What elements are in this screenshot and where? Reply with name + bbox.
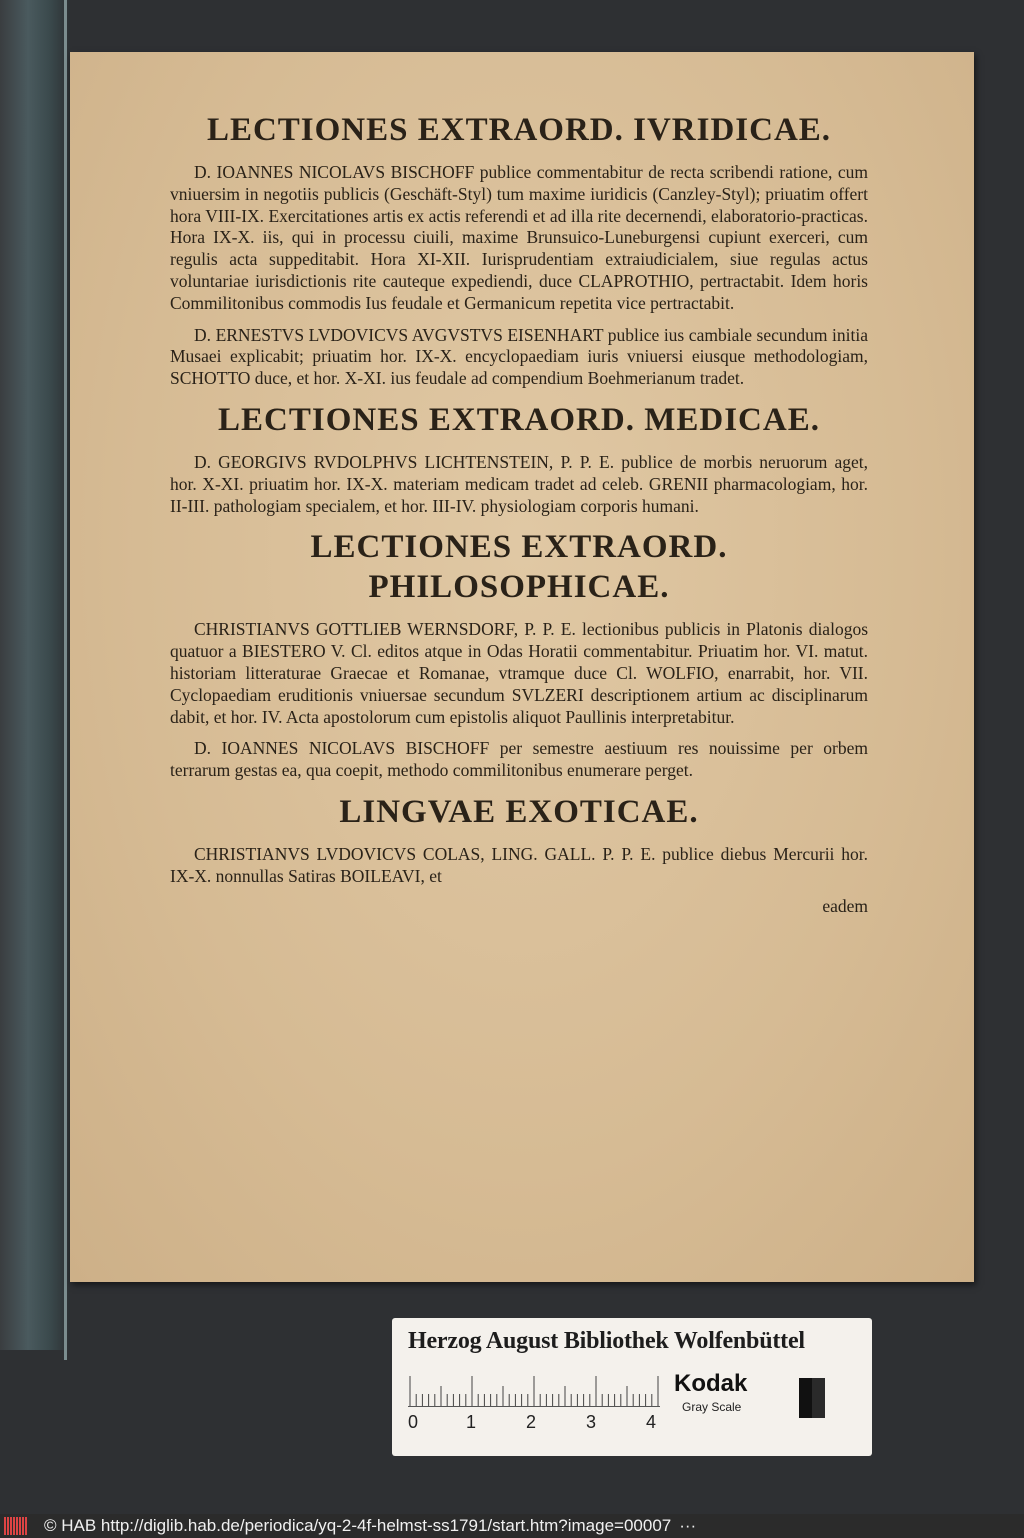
document-page <box>70 52 974 1282</box>
ruler-numbers <box>408 1412 668 1432</box>
ruler-number: 2 <box>526 1412 537 1432</box>
section-lingvae-exoticae <box>170 792 868 917</box>
ruler-number: 1 <box>466 1412 477 1432</box>
section-heading: LECTIONES EXTRAORD. IVRIDICAE. <box>206 112 832 148</box>
section-medicae <box>170 400 868 517</box>
book-spine-line <box>64 0 67 1360</box>
hab-logo-icon <box>4 1517 40 1535</box>
kodak-logo: Kodak <box>674 1370 748 1397</box>
gray-scale-label: Gray Scale <box>682 1400 742 1414</box>
section-heading: LECTIONES EXTRAORD. PHILOSOPHICAE. <box>310 529 728 606</box>
paragraph: D. IOANNES NICOLAVS BISCHOFF per semestre aestiuum res nouissime per orbem terrarum gestas ea, qua coepit, methodo commilitonibus enumerare perget. <box>170 738 868 781</box>
gray-swatch <box>786 1378 838 1418</box>
footer-url[interactable]: © HAB http://diglib.hab.de/periodica/yq-2-4f-helmst-ss1791/start.htm?image=00007 <box>44 1516 672 1535</box>
paragraph: D. GEORGIVS RVDOLPHVS LICHTENSTEIN, P. P. E. publice de morbis neruorum aget, hor. X-XI. priuatim hor. IX-X. materiam medicam tradet ad celeb. GRENII pharmacologiam, hor. II-III. pathologiam specialem, et hor. III-IV. physiologiam corporis humani. <box>170 451 868 516</box>
paragraph: D. ERNESTVS LVDOVICVS AVGVSTVS EISENHART publice ius cambiale secundum initia Musaei explicabit; priuatim hor. IX-X. encyclopaediam iuris vniuersi eiusque methodologiam, SCHOTTO duce, et hor. X-XI. ius feudale ad compendium Boehmerianum tradet. <box>170 324 868 389</box>
ruler-number: 3 <box>586 1412 597 1432</box>
ruler-number: 4 <box>646 1412 657 1432</box>
section-iuridicae <box>170 110 868 390</box>
ruler-ticks <box>408 1372 660 1407</box>
footer-bar <box>0 1514 1024 1538</box>
library-title: Herzog August Bibliothek Wolfenbüttel <box>408 1328 805 1354</box>
catchword: eadem <box>822 895 868 916</box>
ruler-number: 0 <box>408 1412 419 1432</box>
paragraph: CHRISTIANVS GOTTLIEB WERNSDORF, P. P. E. lectionibus publicis in Platonis dialogos quatuor a BIESTERO V. Cl. editos atque in Odas Horatii commentabitur. Priuatim hor. VI. matut. historiam litteraturae Graecae et Romanae, vtramque duce Cl. WOLFIO, enarrabit, hor. VII. Cyclopaediam eruditionis vniuersae secundum SVLZERI descriptionem artium ac disciplinarum dabit, et hor. IV. Acta apostolorum cum epistolis aliquot Paullinis interpretabitur. <box>170 619 868 727</box>
scale-ruler <box>408 1372 660 1432</box>
paragraph: D. IOANNES NICOLAVS BISCHOFF publice commentabitur de recta scribendi ratione, cum vniuersim in negotiis publicis (Geschäft-Styl) tum maxime iuridicis (Canzley-Styl); priuatim offert hora VIII-IX. Exercitationes artis ex actis referendi et ad illa rite decernendi, elaboratorio-practicas. Hora IX-X. iis, qui in processu ciuili, maxime Brunsuico-Luneburgensi cupiunt exerceri, cum regulis acta suppeditabit. Hora XI-XII. Iurisprudentiam extraiudicialem, siue regulas actus voluntariae iurisdictionis rite cauteque expediendi, duce CLAPROTHIO, pertractabit. Idem horis Commilitonibus commodis Ius feudale et Germanicum repetita vice pertractabit. <box>170 162 868 313</box>
book-edge <box>0 0 70 1350</box>
page-content <box>170 110 868 927</box>
paragraph: CHRISTIANVS LVDOVICVS COLAS, LING. GALL. P. P. E. publice diebus Mercurii hor. IX-X. nonnullas Satiras BOILEAVI, et <box>170 843 868 886</box>
color-calibration-card <box>392 1318 872 1456</box>
section-heading: LINGVAE EXOTICAE. <box>339 793 699 830</box>
section-heading: LECTIONES EXTRAORD. MEDICAE. <box>218 401 820 438</box>
section-philosophicae <box>170 527 868 782</box>
more-icon[interactable]: ··· <box>679 1516 697 1535</box>
